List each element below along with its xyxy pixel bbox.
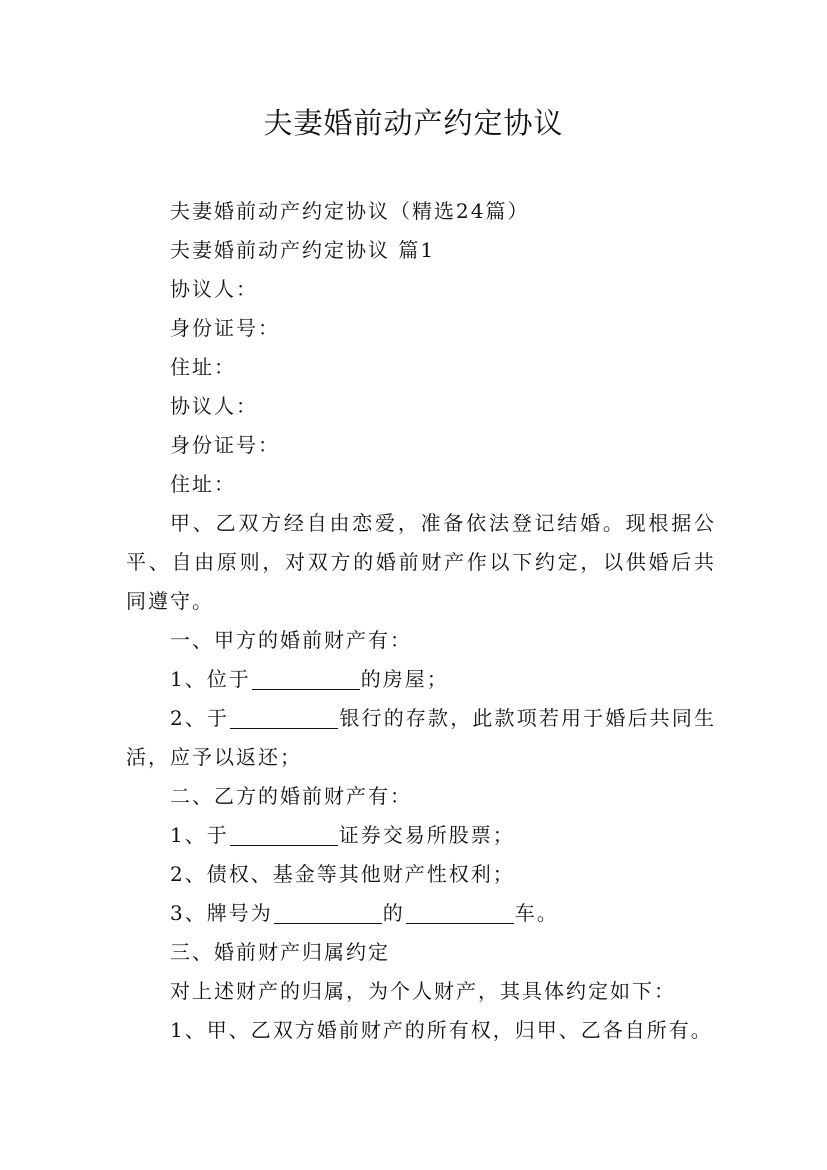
clause-item — [126, 894, 716, 933]
clause-heading: 二、乙方的婚前财产有： — [170, 784, 412, 808]
clause-heading: 三、婚前财产归属约定 — [170, 940, 390, 964]
clause-text: 2、于 — [170, 706, 230, 730]
clause-item — [126, 660, 716, 699]
document-title: 夫妻婚前动产约定协议 — [263, 106, 564, 140]
address-label: 住址： — [170, 355, 236, 379]
party-label: 协议人： — [170, 277, 258, 301]
preamble-paragraph: 甲、乙双方经自由恋爱，准备依法登记结婚。现根据公平、自由原则，对双方的婚前财产作以下约定，以供婚后共同遵守。 — [126, 511, 716, 613]
clause-text: 1、位于 — [170, 667, 251, 691]
fill-in-blank — [230, 821, 338, 846]
clause-text: 车。 — [514, 901, 559, 925]
party-label: 协议人： — [170, 394, 258, 418]
clause-text: 3、牌号为 — [170, 901, 273, 925]
document-body — [126, 192, 716, 1050]
address-label: 住址： — [170, 472, 236, 496]
fill-in-blank — [274, 899, 382, 924]
clause-intro: 对上述财产的归属，为个人财产，其具体约定如下： — [170, 979, 676, 1003]
id-number-label: 身份证号： — [170, 316, 280, 340]
fill-in-blank — [406, 899, 514, 924]
clause-item — [126, 699, 716, 777]
id-number-label: 身份证号： — [170, 433, 280, 457]
section-heading: 夫妻婚前动产约定协议 篇1 — [170, 238, 436, 262]
clause-text: 银行的存款，此款项若用于婚后共同生活，应予以返还； — [126, 706, 716, 769]
subtitle-line: 夫妻婚前动产约定协议（精选24篇） — [170, 199, 530, 223]
clause-item: 2、债权、基金等其他财产性权利； — [170, 862, 515, 886]
clause-item — [126, 816, 716, 855]
fill-in-blank — [230, 704, 338, 729]
fill-in-blank — [252, 665, 360, 690]
clause-text: 的房屋； — [360, 667, 449, 691]
clause-text: 的 — [382, 901, 405, 925]
clause-item: 1、甲、乙双方婚前财产的所有权，归甲、乙各自所有。 — [170, 1018, 713, 1042]
clause-text: 证券交易所股票； — [338, 823, 515, 847]
clause-text: 1、于 — [170, 823, 229, 847]
clause-heading: 一、甲方的婚前财产有： — [170, 628, 412, 652]
